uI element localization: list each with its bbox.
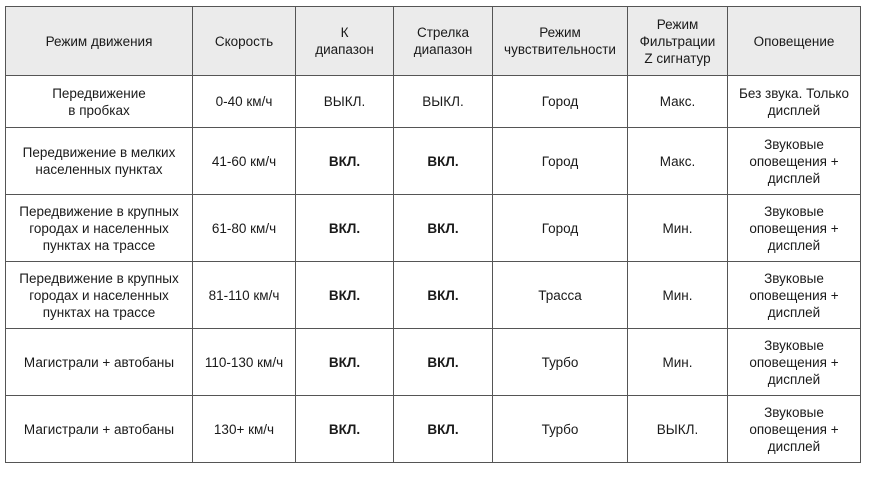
cell-strelka-range: ВКЛ. xyxy=(394,195,493,262)
cell-z-filter: Макс. xyxy=(628,76,728,128)
cell-driving-mode: Передвижение в крупных городах и населенных пунктах на трассе xyxy=(6,262,193,329)
cell-driving-mode: Магистрали + автобаны xyxy=(6,396,193,463)
cell-speed: 110-130 км/ч xyxy=(193,329,296,396)
driving-mode-settings-table xyxy=(5,6,861,463)
cell-strelka-range: ВЫКЛ. xyxy=(394,76,493,128)
cell-sensitivity: Турбо xyxy=(493,396,628,463)
table-row xyxy=(6,329,861,396)
cell-z-filter: Макс. xyxy=(628,128,728,195)
cell-driving-mode: Передвижение в крупных городах и населенных пунктах на трассе xyxy=(6,195,193,262)
cell-z-filter: Мин. xyxy=(628,329,728,396)
header-alert: Оповещение xyxy=(728,7,861,76)
table-row xyxy=(6,262,861,329)
header-sensitivity-mode: Режим чувствительности xyxy=(493,7,628,76)
cell-speed: 61-80 км/ч xyxy=(193,195,296,262)
cell-speed: 81-110 км/ч xyxy=(193,262,296,329)
cell-k-range: ВКЛ. xyxy=(296,396,394,463)
cell-alert: Звуковые оповещения + дисплей xyxy=(728,262,861,329)
cell-speed: 41-60 км/ч xyxy=(193,128,296,195)
table-row xyxy=(6,128,861,195)
header-driving-mode: Режим движения xyxy=(6,7,193,76)
cell-driving-mode: Магистрали + автобаны xyxy=(6,329,193,396)
cell-z-filter: Мин. xyxy=(628,195,728,262)
header-k-range: К диапазон xyxy=(296,7,394,76)
cell-k-range: ВЫКЛ. xyxy=(296,76,394,128)
cell-driving-mode: Передвижение в мелких населенных пунктах xyxy=(6,128,193,195)
cell-strelka-range: ВКЛ. xyxy=(394,396,493,463)
cell-sensitivity: Город xyxy=(493,128,628,195)
header-speed: Скорость xyxy=(193,7,296,76)
cell-sensitivity: Город xyxy=(493,195,628,262)
cell-z-filter: ВЫКЛ. xyxy=(628,396,728,463)
header-z-filter-mode: Режим Фильтрации Z сигнатур xyxy=(628,7,728,76)
cell-strelka-range: ВКЛ. xyxy=(394,262,493,329)
cell-strelka-range: ВКЛ. xyxy=(394,329,493,396)
cell-speed: 0-40 км/ч xyxy=(193,76,296,128)
cell-alert: Звуковые оповещения + дисплей xyxy=(728,195,861,262)
table-row xyxy=(6,76,861,128)
cell-sensitivity: Трасса xyxy=(493,262,628,329)
cell-k-range: ВКЛ. xyxy=(296,128,394,195)
cell-alert: Звуковые оповещения + дисплей xyxy=(728,329,861,396)
cell-alert: Звуковые оповещения + дисплей xyxy=(728,128,861,195)
cell-alert: Без звука. Только дисплей xyxy=(728,76,861,128)
table-header-row xyxy=(6,7,861,76)
cell-speed: 130+ км/ч xyxy=(193,396,296,463)
cell-driving-mode: Передвижение в пробках xyxy=(6,76,193,128)
settings-table-container xyxy=(5,6,861,463)
cell-alert: Звуковые оповещения + дисплей xyxy=(728,396,861,463)
table-row xyxy=(6,195,861,262)
cell-z-filter: Мин. xyxy=(628,262,728,329)
cell-k-range: ВКЛ. xyxy=(296,195,394,262)
header-strelka-range: Стрелка диапазон xyxy=(394,7,493,76)
cell-k-range: ВКЛ. xyxy=(296,262,394,329)
cell-sensitivity: Город xyxy=(493,76,628,128)
cell-strelka-range: ВКЛ. xyxy=(394,128,493,195)
cell-sensitivity: Турбо xyxy=(493,329,628,396)
cell-k-range: ВКЛ. xyxy=(296,329,394,396)
table-row xyxy=(6,396,861,463)
